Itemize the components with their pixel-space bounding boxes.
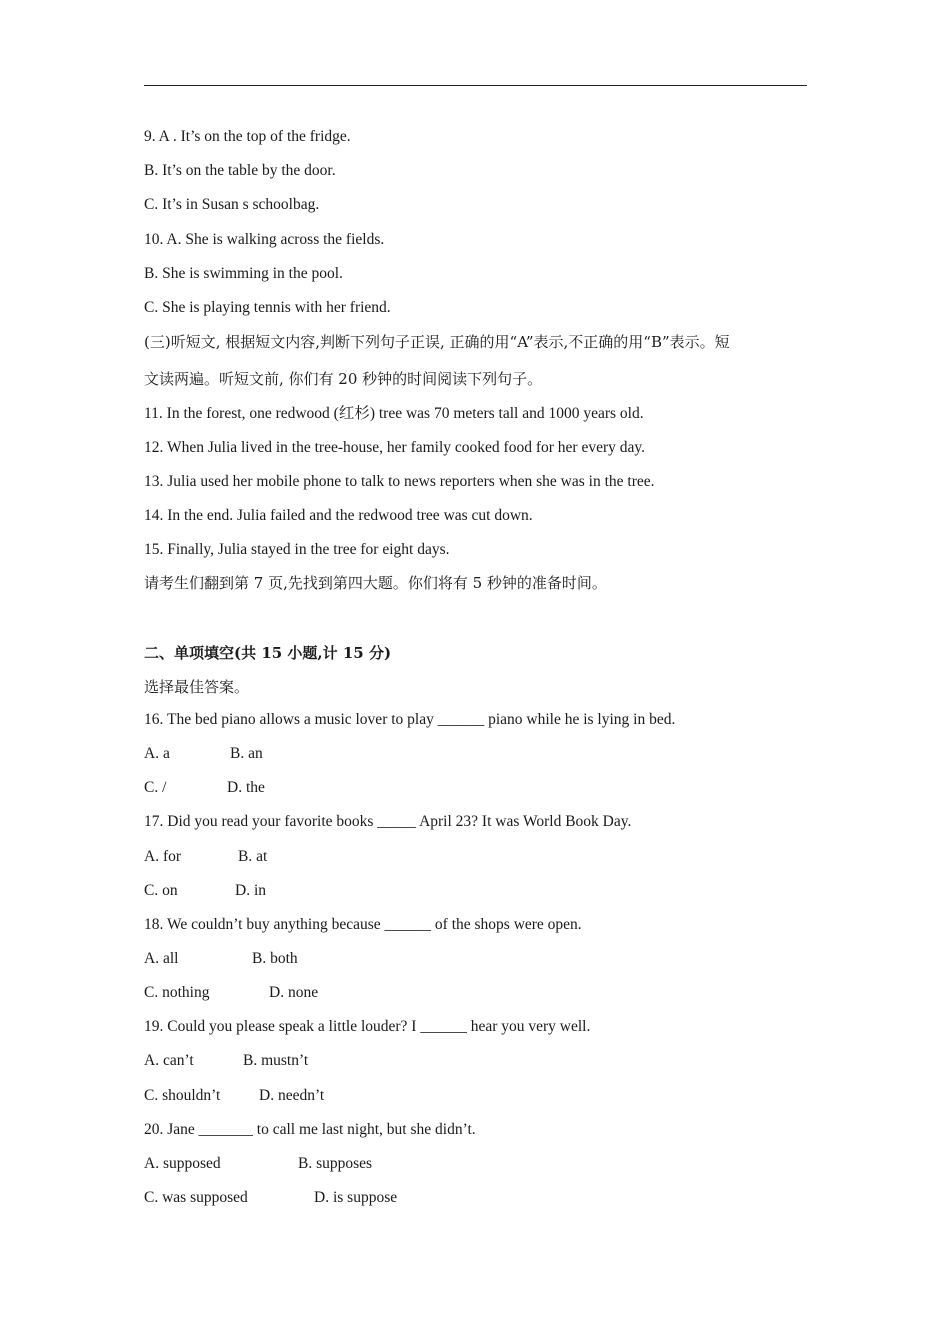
q18-option-d: D. none <box>269 984 319 1001</box>
part2-title: 二、单项填空(共 15 小题,计 15 分) <box>144 644 392 662</box>
question-20: 20. Jane _______ to call me last night, but she didn’t. <box>144 1121 476 1138</box>
q20-option-c: C. was supposed <box>144 1189 248 1206</box>
q18-option-a: A. all <box>144 950 179 967</box>
header-rule <box>144 85 807 86</box>
q10-option-b: B. She is swimming in the pool. <box>144 265 343 282</box>
section3-instruction-line2: 文读两遍。听短文前, 你们有 20 秒钟的时间阅读下列句子。 <box>144 370 543 388</box>
q19-option-d: D. needn’t <box>259 1087 325 1104</box>
q16-option-b: B. an <box>230 745 263 762</box>
question-12: 12. When Julia lived in the tree-house, her family cooked food for her every day. <box>144 439 645 456</box>
question-16: 16. The bed piano allows a music lover to play ______ piano while he is lying in bed. <box>144 711 676 728</box>
question-13: 13. Julia used her mobile phone to talk to news reporters when she was in the tree. <box>144 473 655 490</box>
q19-option-c: C. shouldn’t <box>144 1087 221 1104</box>
part2-instruction: 选择最佳答案。 <box>144 678 250 696</box>
q9-option-b: B. It’s on the table by the door. <box>144 162 336 179</box>
question-14: 14. In the end. Julia failed and the redwood tree was cut down. <box>144 507 533 524</box>
q18-option-c: C. nothing <box>144 984 210 1001</box>
question-19: 19. Could you please speak a little louder? I ______ hear you very well. <box>144 1018 591 1035</box>
q20-option-b: B. supposes <box>298 1155 373 1172</box>
q18-option-b: B. both <box>252 950 298 967</box>
q16-option-d: D. the <box>227 779 265 796</box>
q10-option-c: C. She is playing tennis with her friend. <box>144 299 391 316</box>
q16-option-a: A. a <box>144 745 170 762</box>
section3-instruction-line1: (三)听短文, 根据短文内容,判断下列句子正误, 正确的用“A”表示,不正确的用“B”表示。短 <box>144 333 730 351</box>
q9-option-a: 9. A . It’s on the top of the fridge. <box>144 128 351 145</box>
q9-option-c: C. It’s in Susan s schoolbag. <box>144 196 320 213</box>
turn-page-note: 请考生们翻到第 7 页,先找到第四大题。你们将有 5 秒钟的准备时间。 <box>144 574 607 592</box>
q10-option-a: 10. A. She is walking across the fields. <box>144 231 385 248</box>
question-18: 18. We couldn’t buy anything because ______ of the shops were open. <box>144 916 582 933</box>
question-15: 15. Finally, Julia stayed in the tree for eight days. <box>144 541 450 558</box>
q17-option-a: A. for <box>144 848 182 865</box>
q20-option-d: D. is suppose <box>314 1189 398 1206</box>
q17-option-c: C. on <box>144 882 178 899</box>
q16-option-c: C. / <box>144 779 167 796</box>
q19-option-a: A. can’t <box>144 1052 194 1069</box>
q17-option-b: B. at <box>238 848 268 865</box>
question-17: 17. Did you read your favorite books _____ April 23? It was World Book Day. <box>144 813 632 830</box>
question-11: 11. In the forest, one redwood (红杉) tree was 70 meters tall and 1000 years old. <box>144 405 644 422</box>
q19-option-b: B. mustn’t <box>243 1052 309 1069</box>
q20-option-a: A. supposed <box>144 1155 221 1172</box>
q17-option-d: D. in <box>235 882 266 899</box>
